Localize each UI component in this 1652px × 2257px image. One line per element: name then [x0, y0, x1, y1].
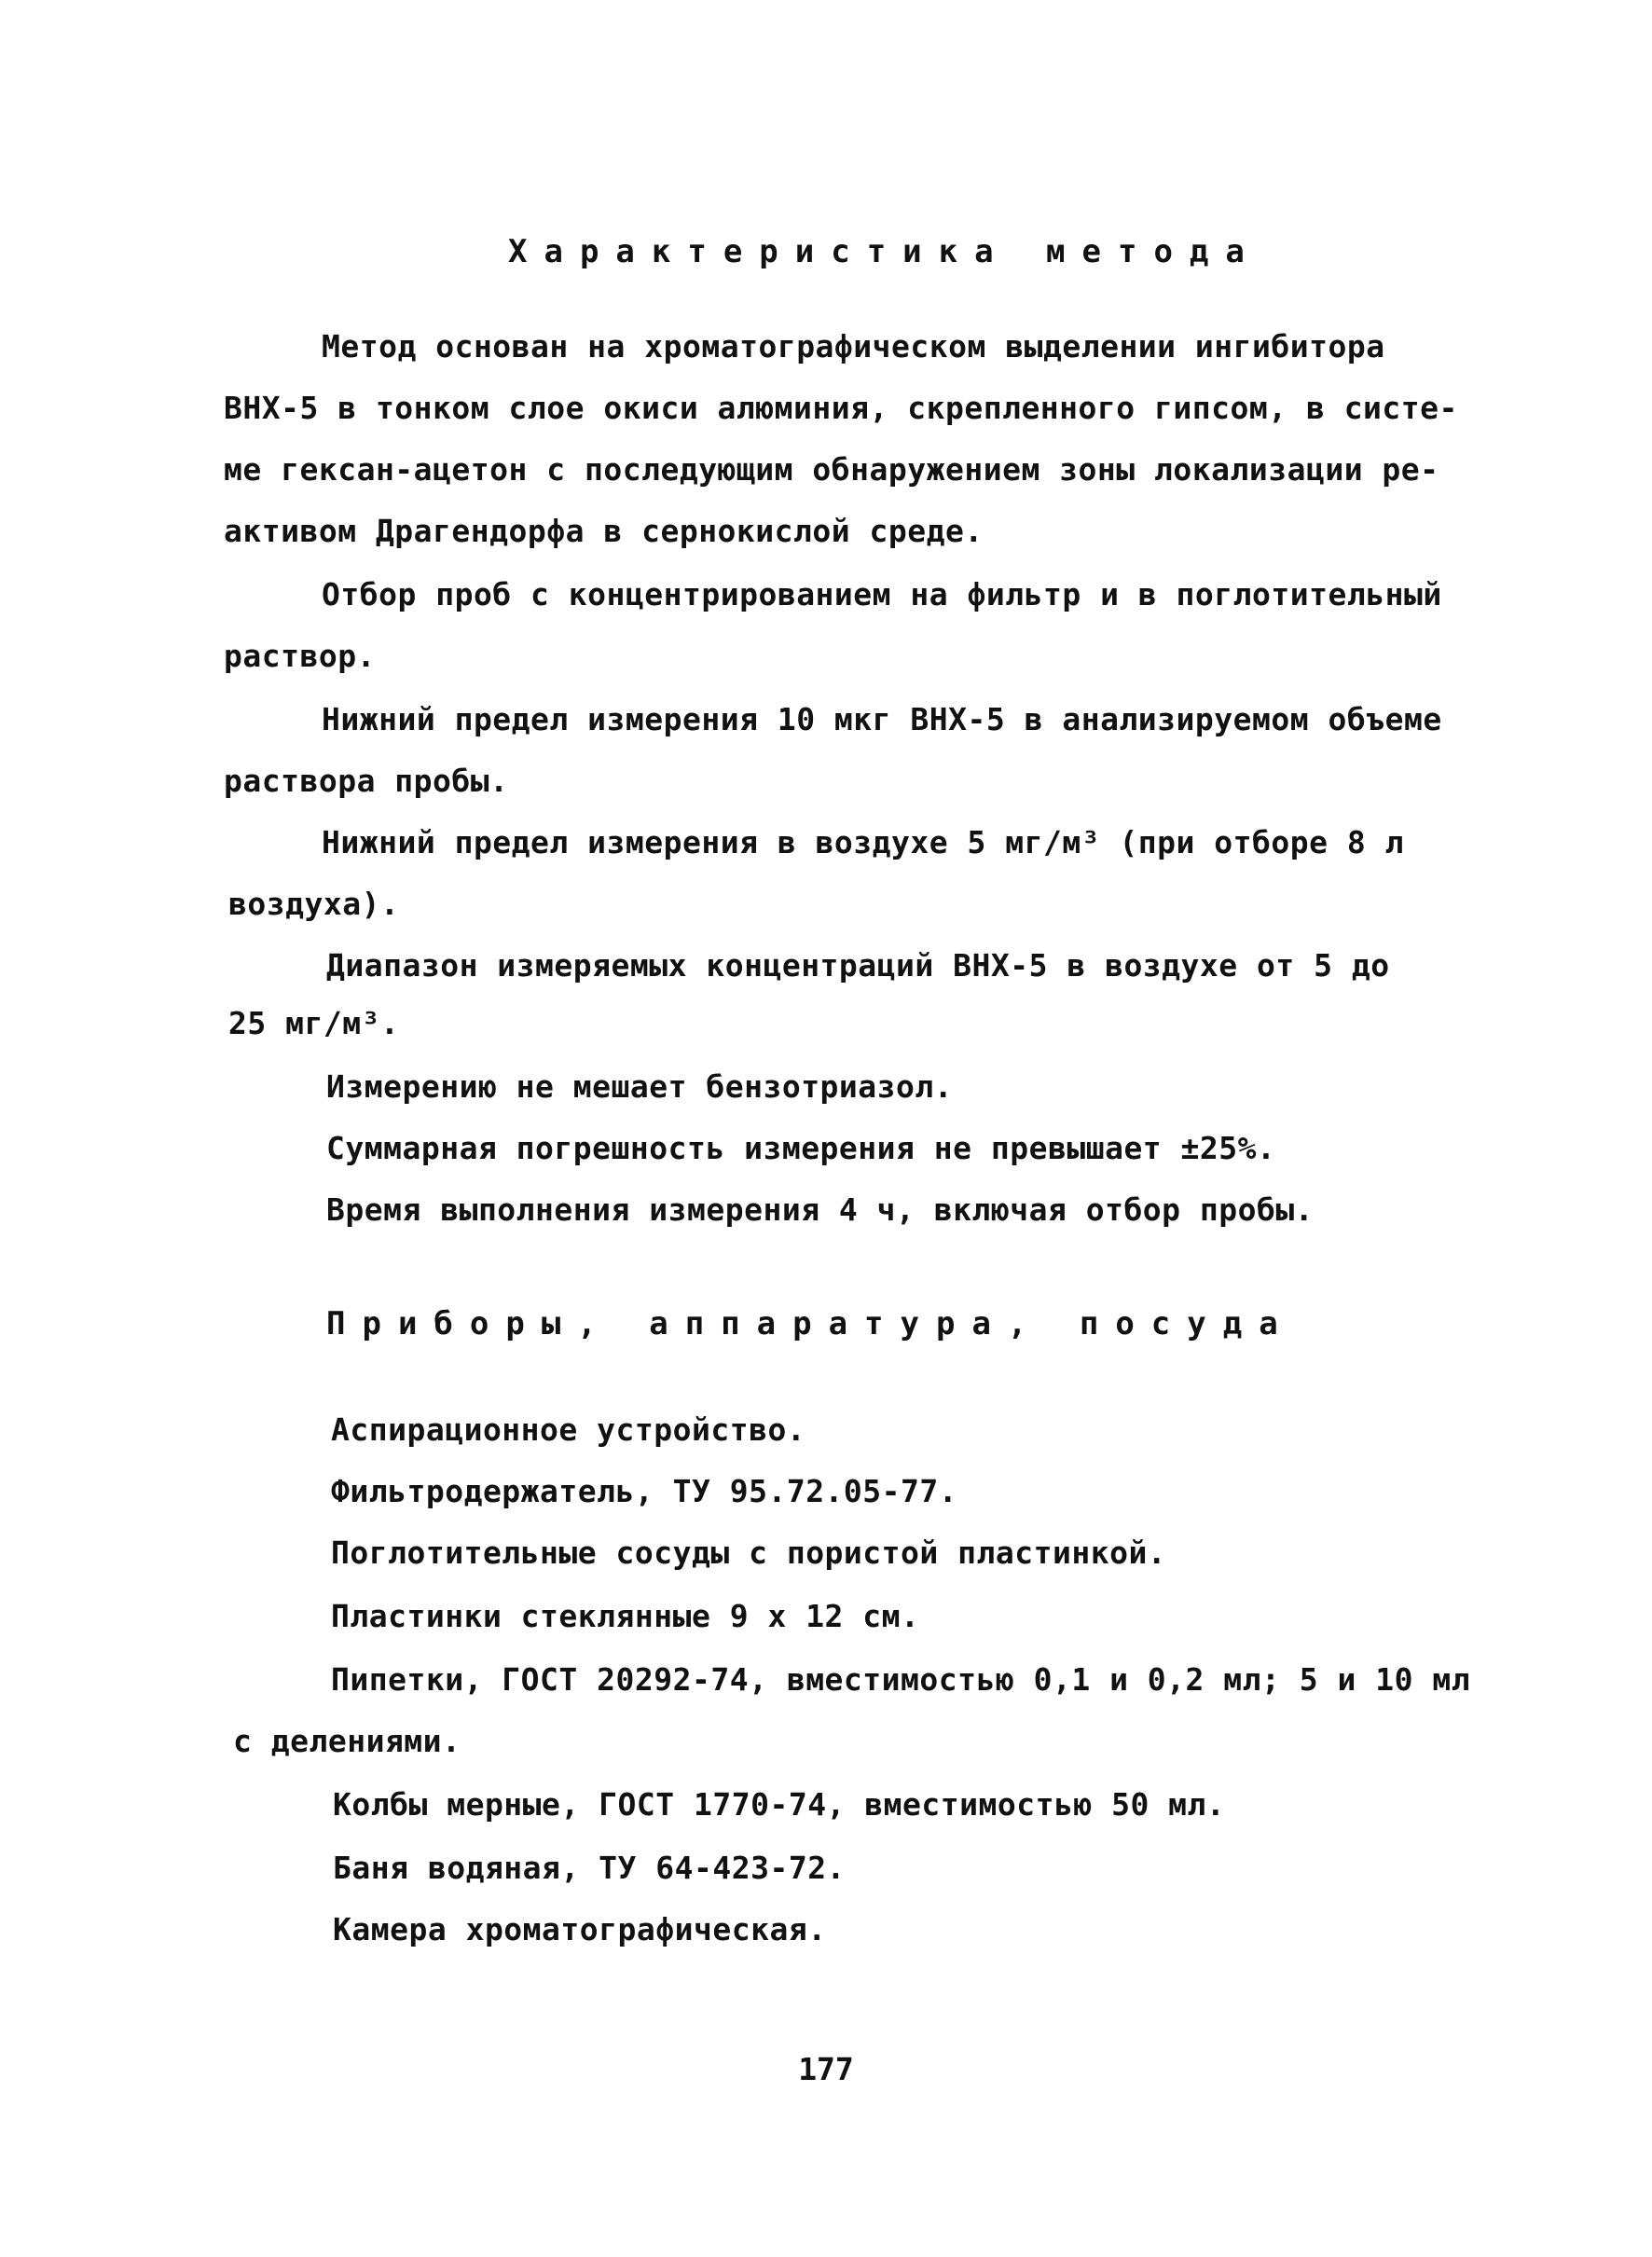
- page-number: 177: [798, 2051, 854, 2087]
- equipment-item: Пластинки стеклянные 9 х 12 см.: [331, 1598, 920, 1634]
- equipment-item: Аспирационное устройство.: [331, 1411, 806, 1448]
- equipment-item: с делениями.: [233, 1723, 461, 1759]
- paragraph-line: Нижний предел измерения 10 мкг ВНХ-5 в анализируемом объеме: [322, 701, 1442, 737]
- paragraph-line: раствора пробы.: [224, 763, 509, 799]
- equipment-item: Фильтродержатель, ТУ 95.72.05-77.: [331, 1473, 958, 1509]
- equipment-item: Камера хроматографическая.: [333, 1911, 827, 1947]
- equipment-item: Колбы мерные, ГОСТ 1770-74, вместимостью 50 мл.: [333, 1786, 1226, 1823]
- section-heading-instruments: Приборы, аппаратура, посуда: [326, 1305, 1295, 1342]
- paragraph-line: активом Драгендорфа в сернокислой среде.: [224, 513, 984, 549]
- equipment-item: Поглотительные сосуды с пористой пластинкой.: [331, 1534, 1167, 1571]
- paragraph-line: Диапазон измеряемых концентраций ВНХ-5 в воздухе от 5 до: [326, 947, 1390, 984]
- section-heading-method-characteristics: Характеристика метода: [508, 233, 1261, 270]
- paragraph-line: Отбор проб с концентрированием на фильтр и в поглотительный: [322, 576, 1442, 612]
- equipment-item: Пипетки, ГОСТ 20292-74, вместимостью 0,1 и 0,2 мл; 5 и 10 мл: [331, 1661, 1471, 1698]
- equipment-item: Баня водяная, ТУ 64-423-72.: [333, 1850, 846, 1886]
- paragraph-line: Метод основан на хроматографическом выделении ингибитора: [322, 328, 1385, 365]
- paragraph-line: Время выполнения измерения 4 ч, включая отбор пробы.: [326, 1191, 1315, 1228]
- paragraph-line: воздуха).: [228, 886, 400, 922]
- paragraph-line: ВНХ-5 в тонком слое окиси алюминия, скрепленного гипсом, в систе-: [224, 390, 1458, 426]
- paragraph-line: ме гексан-ацетон с последующим обнаружением зоны локализации ре-: [224, 451, 1439, 488]
- paragraph-line: раствор.: [224, 638, 376, 674]
- paragraph-line: 25 мг/м³.: [228, 1005, 400, 1041]
- paragraph-line: Суммарная погрешность измерения не превышает ±25%.: [326, 1130, 1276, 1166]
- paragraph-line: Измерению не мешает бензотриазол.: [326, 1068, 954, 1105]
- paragraph-line: Нижний предел измерения в воздухе 5 мг/м³ (при отборе 8 л: [322, 824, 1404, 860]
